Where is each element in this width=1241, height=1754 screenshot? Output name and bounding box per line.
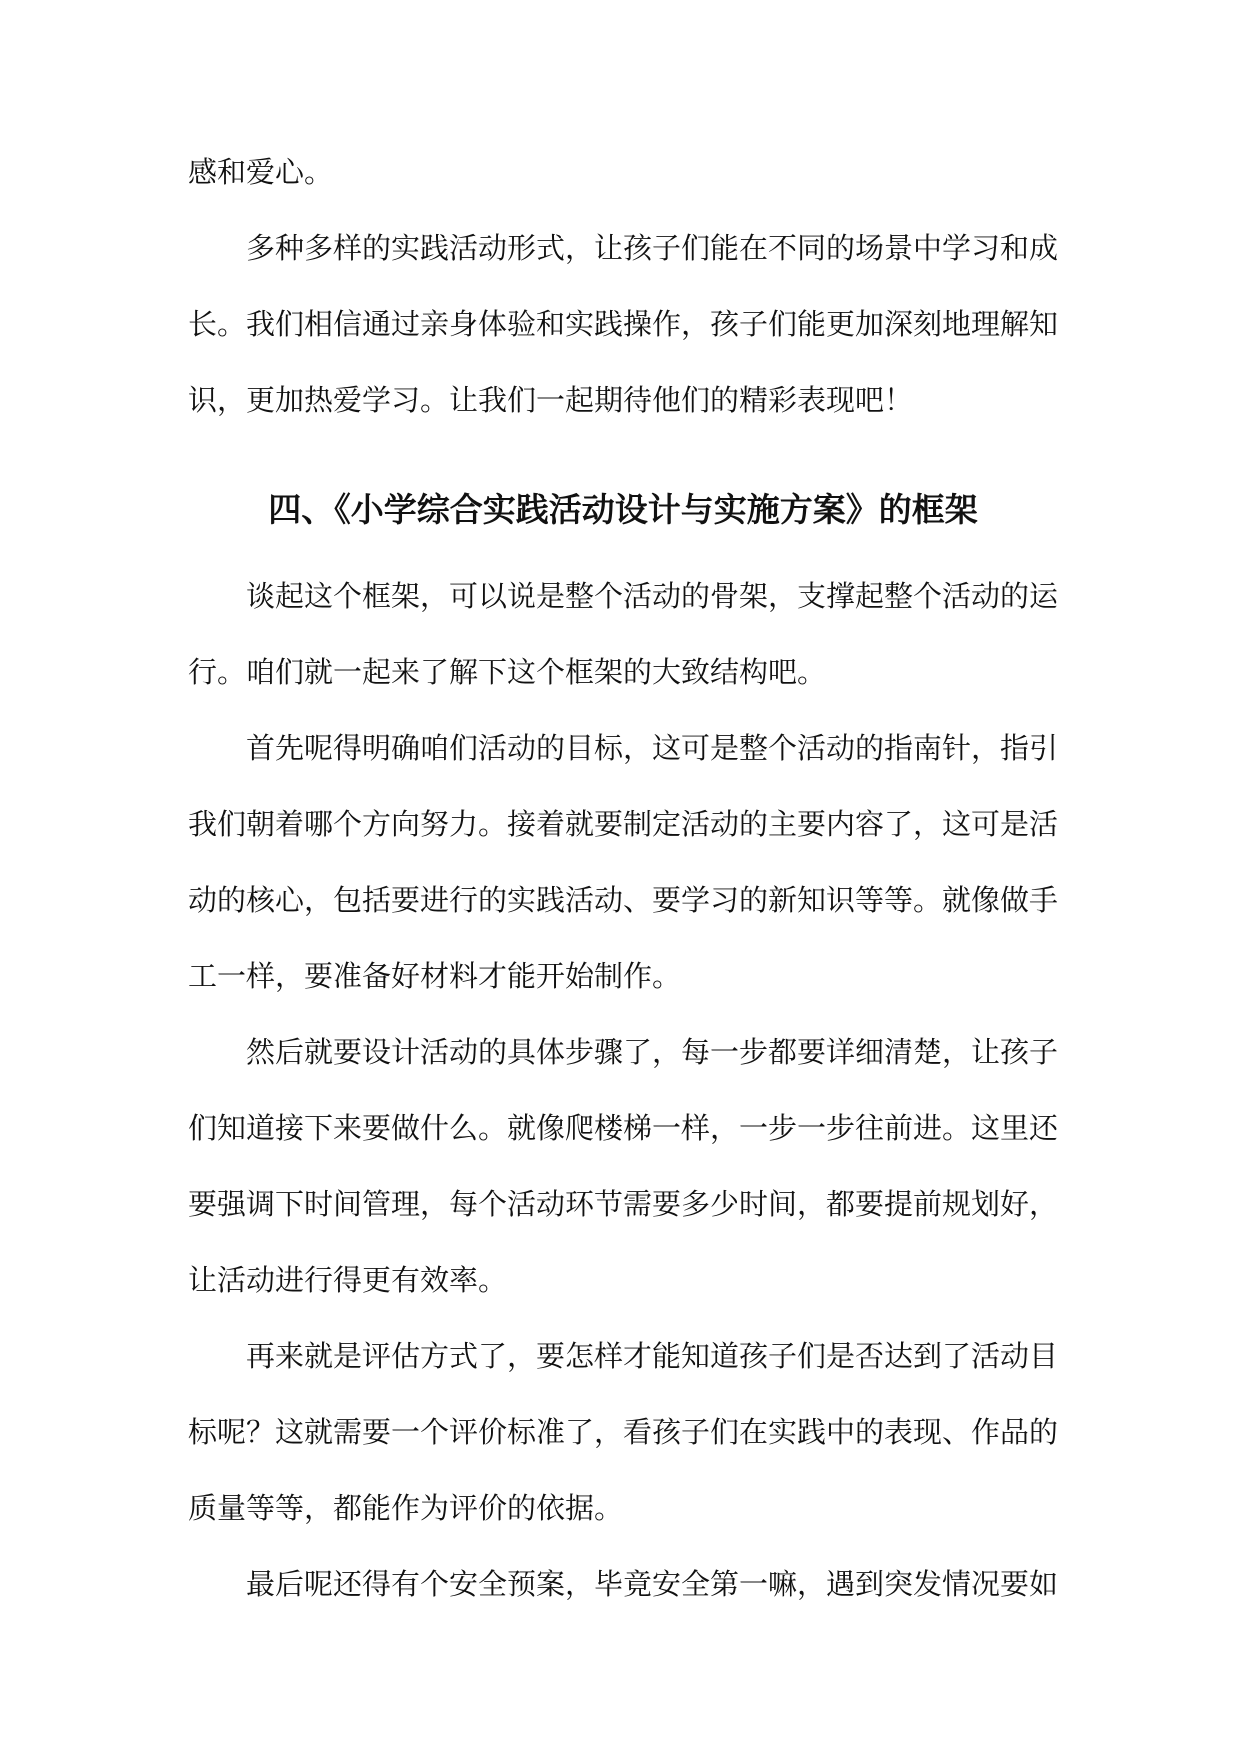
paragraph-line: 让活动进行得更有效率。 — [188, 1263, 508, 1297]
paragraph-line: 们知道接下来要做什么。就像爬楼梯一样，一步一步往前进。这里还 — [188, 1111, 1058, 1145]
paragraph-line: 再来就是评估方式了，要怎样才能知道孩子们是否达到了活动目 — [246, 1339, 1058, 1373]
paragraph-line: 工一样，要准备好材料才能开始制作。 — [188, 959, 682, 993]
paragraph-line: 然后就要设计活动的具体步骤了，每一步都要详细清楚，让孩子 — [246, 1035, 1058, 1069]
paragraph-line: 多种多样的实践活动形式，让孩子们能在不同的场景中学习和成 — [246, 231, 1058, 265]
paragraph-line: 要强调下时间管理，每个活动环节需要多少时间，都要提前规划好， — [188, 1187, 1058, 1221]
document-body — [188, 134, 1058, 1622]
paragraph-line: 行。咱们就一起来了解下这个框架的大致结构吧。 — [188, 655, 827, 689]
paragraph-line: 感和爱心。 — [188, 155, 334, 189]
paragraph-line: 识，更加热爱学习。让我们一起期待他们的精彩表现吧！ — [188, 383, 914, 417]
paragraph-line: 谈起这个框架，可以说是整个活动的骨架，支撑起整个活动的运 — [246, 579, 1058, 613]
section-heading: 四、《小学综合实践活动设计与实施方案》的框架 — [268, 490, 978, 529]
paragraph-line: 我们朝着哪个方向努力。接着就要制定活动的主要内容了，这可是活 — [188, 807, 1058, 841]
paragraph-line: 质量等等，都能作为评价的依据。 — [188, 1491, 624, 1525]
paragraph-line: 动的核心，包括要进行的实践活动、要学习的新知识等等。就像做手 — [188, 883, 1058, 917]
paragraph-line: 标呢？这就需要一个评价标准了，看孩子们在实践中的表现、作品的 — [188, 1415, 1058, 1449]
paragraph-line: 首先呢得明确咱们活动的目标，这可是整个活动的指南针，指引 — [246, 731, 1058, 765]
paragraph-line: 最后呢还得有个安全预案，毕竟安全第一嘛，遇到突发情况要如 — [246, 1567, 1058, 1601]
paragraph-line: 长。我们相信通过亲身体验和实践操作，孩子们能更加深刻地理解知 — [188, 307, 1058, 341]
